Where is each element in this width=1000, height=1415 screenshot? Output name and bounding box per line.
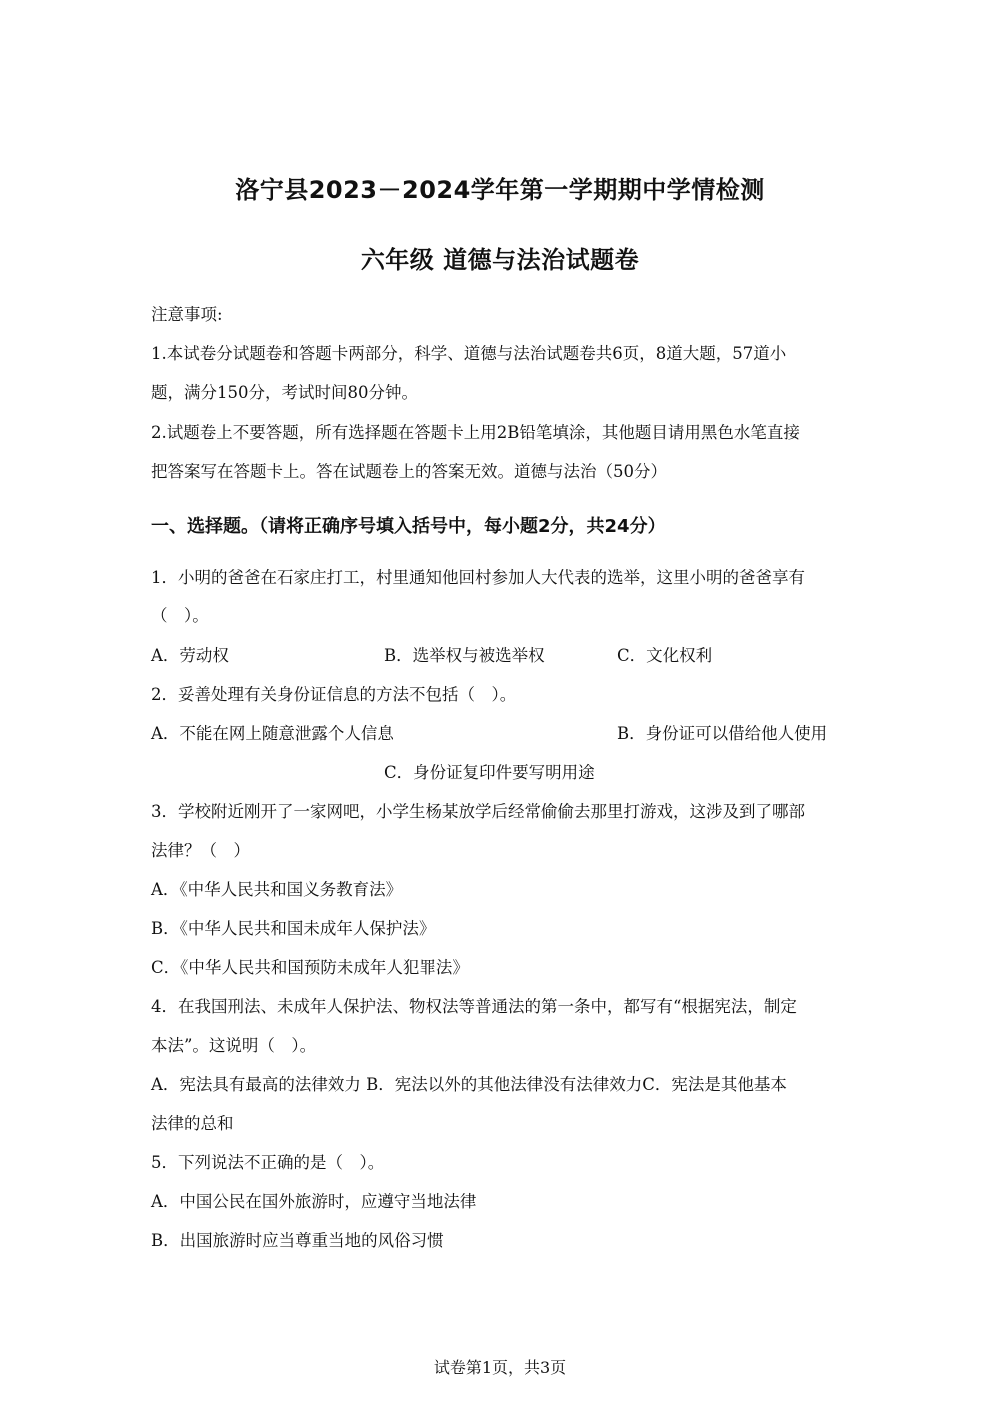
question-1-option-a: A．劳动权 bbox=[151, 646, 229, 665]
question-1-stem: 1．小明的爸爸在石家庄打工，村里通知他回村参加人大代表的选举，这里小明的爸爸享有 bbox=[151, 568, 805, 587]
note-1-line-1: 1.本试卷分试题卷和答题卡两部分，科学、道德与法治试题卷共6页，8道大题，57道小 bbox=[151, 344, 787, 363]
question-5-option-a: A．中国公民在国外旅游时，应遵守当地法律 bbox=[151, 1192, 477, 1211]
question-4-stem: 4．在我国刑法、未成年人保护法、物权法等普通法的第一条中，都写有“根据宪法，制定 bbox=[151, 997, 797, 1016]
section-heading: 一、选择题。（请将正确序号填入括号中，每小题2分，共24分） bbox=[151, 516, 666, 537]
question-4-stem-cont: 本法”。这说明（ ）。 bbox=[151, 1036, 317, 1055]
question-1-option-c: C．文化权利 bbox=[617, 646, 713, 665]
question-1-option-b: B．选举权与被选举权 bbox=[384, 646, 545, 665]
notes-label: 注意事项: bbox=[151, 305, 223, 324]
question-2-option-b: B．身份证可以借给他人使用 bbox=[617, 724, 828, 743]
question-3-option-c: C．《中华人民共和国预防未成年人犯罪法》 bbox=[151, 958, 469, 977]
question-3-option-a: A．《中华人民共和国义务教育法》 bbox=[151, 880, 403, 899]
exam-title: 洛宁县2023－2024学年第一学期期中学情检测 bbox=[235, 176, 765, 204]
question-2-stem: 2．妥善处理有关身份证信息的方法不包括（ ）。 bbox=[151, 685, 517, 704]
question-5-stem: 5．下列说法不正确的是（ ）。 bbox=[151, 1153, 385, 1172]
page-footer: 试卷第1页，共3页 bbox=[433, 1358, 567, 1377]
question-5-option-b: B．出国旅游时应当尊重当地的风俗习惯 bbox=[151, 1231, 444, 1250]
question-3-stem-cont: 法律？（ ） bbox=[151, 841, 250, 860]
question-1-stem-cont: （ ）。 bbox=[151, 606, 209, 625]
question-4-options: A．宪法具有最高的法律效力 B．宪法以外的其他法律没有法律效力C．宪法是其他基本 bbox=[151, 1075, 787, 1094]
note-2-line-2: 把答案写在答题卡上。答在试题卷上的答案无效。道德与法治（50分） bbox=[151, 462, 667, 481]
question-3-stem: 3．学校附近刚开了一家网吧，小学生杨某放学后经常偷偷去那里打游戏，这涉及到了哪部 bbox=[151, 802, 805, 821]
question-2-option-a: A．不能在网上随意泄露个人信息 bbox=[151, 724, 394, 743]
note-2-line-1: 2.试题卷上不要答题，所有选择题在答题卡上用2B铅笔填涂，其他题目请用黑色水笔直接 bbox=[151, 423, 800, 442]
question-2-option-c: C．身份证复印件要写明用途 bbox=[384, 763, 595, 782]
exam-subtitle: 六年级 道德与法治试题卷 bbox=[360, 246, 640, 274]
question-3-option-b: B．《中华人民共和国未成年人保护法》 bbox=[151, 919, 436, 938]
question-4-options-cont: 法律的总和 bbox=[151, 1114, 234, 1133]
note-1-line-2: 题，满分150分，考试时间80分钟。 bbox=[151, 383, 418, 402]
